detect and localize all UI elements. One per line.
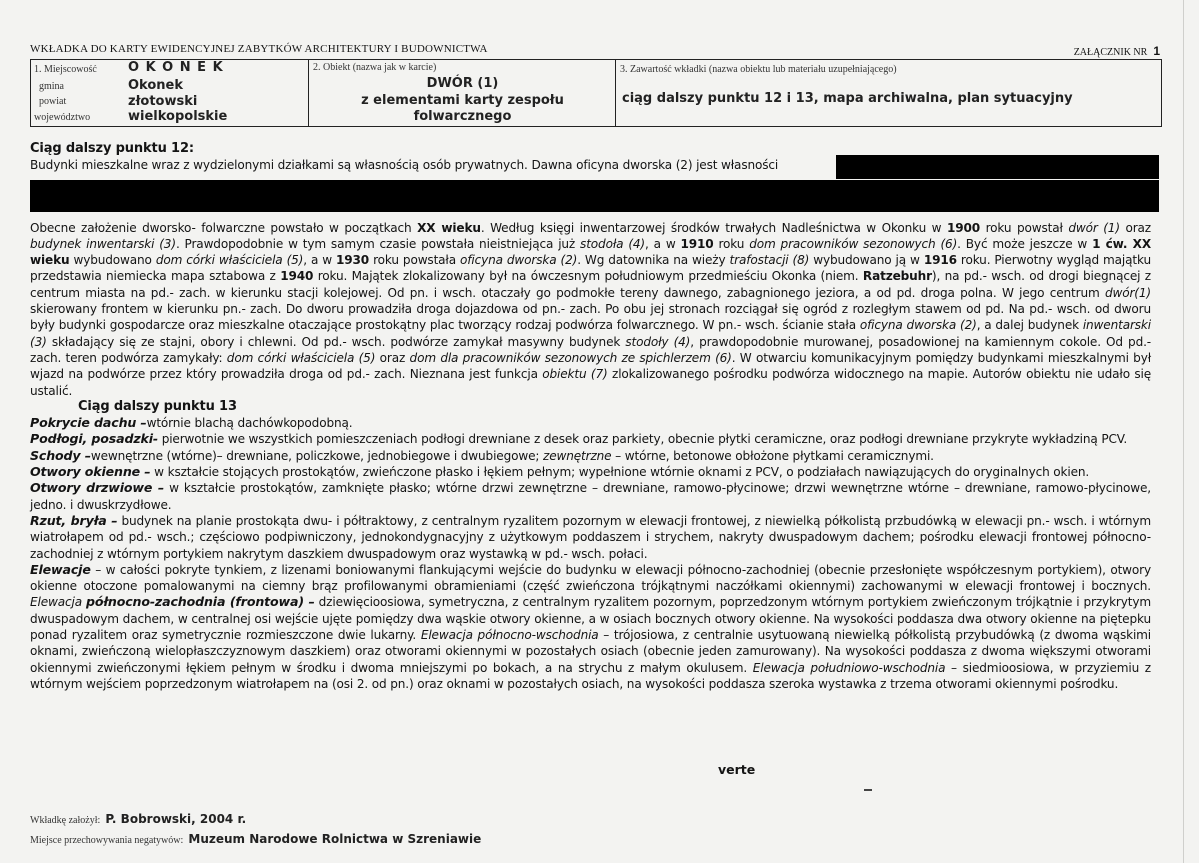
commune-label: gmina — [39, 81, 64, 92]
commune-value: Okonek — [128, 78, 183, 93]
stairs-row: Schody –wewnętrzne (wtórne)– drewniane, policzkowe, jednobiegowe i dwubiegowe; zewnętrzne – wtórne, betonowe obłożone płytkami ceramicznymi. — [30, 447, 934, 463]
object-name-line3: folwarcznego — [413, 109, 512, 124]
voivodeship-label: województwo — [34, 112, 91, 123]
storage-label: Miejsce przechowywania negatywów: — [30, 835, 184, 846]
author-row — [30, 808, 730, 826]
author-value: P. Bobrowski, 2004 r. — [105, 812, 247, 826]
elevations-row: Elewacje – w całości pokryte tynkiem, z lizenami boniowanymi flankującymi wejście do budynku w elewacji północno-zachodniej (obecnie przesłonięte współczesnym portykiem), otwory okienne otoczone pomalowanymi na ciemny brąz profilowanymi obramieniami (część zwieńczona trójkątnymi naczółkami okiennymi) zachowanymi w elewacji frontowej i bocznych. Elewacja północno-zachodnia (frontowa) – dziewięcioosiowa, symetryczna, z centralnym ryzalitem pozornym, poprzedzonym wtórnym portykiem zwieńczonym trójkątnie i przykrytym dwuspadowym dachem, w centralnej osi wejście ujęte pomiędzy dwa wąskie otwory okienne, a w osiach bocznych otwory okienne. Na wysokości poddasza dwa otwory okienne na piętерku ponad ryzalitem oraz symetrycznie rozmieszczone dwie lukarny. Elewacja północno-wschodnia – trójosiowa, z centralnie usytuowaną niewielką półkolistą przybudówką (z dwoma wąskimi oknami, zwieńczoną wielopłaszczyznowym daszkiem) oraz otworami okiennymi w pozostałych osiach (obecnie jeden zamurowany). Na wysokości poddasza z dwoma większymi otworami okiennymi zwieńczonymi łękiem pełnym w środku i dwoma mniejszymi po bokach, a na strychu z małym okulusem. Elewacja południowo-wschodnia – siedmioosiowa, w przyziemiu z wtórnym wejściem poprzedzonym wiatrołapem na (osi 2. od pn.) oraz oknami w pozostałych osiach, na wysokości poddasza szeroka wystawka z trzema otworami okiennymi pośrodku. — [30, 561, 1152, 691]
section12-p1: Budynki mieszkalne wraz z wydzielonymi działkami są własnością osób prywatnych. Dawna oficyna dworska (2) jest własności — [30, 158, 779, 173]
contents-value: ciąg dalszy punktu 12 i 13, mapa archiwalna, plan sytuacyjny — [622, 91, 1073, 106]
annex-label — [1074, 44, 1160, 58]
storage-row — [30, 828, 730, 847]
scan-edge — [1183, 0, 1184, 863]
main-text — [30, 141, 1151, 692]
location-cell — [31, 60, 309, 126]
contents-label: 3. Zawartość wkładki (nazwa obiektu lub materiału uzupełniającego) — [620, 64, 897, 75]
place-value: O K O N E K — [128, 60, 224, 75]
floors-row: Podłogi, posadzki- pierwotnie we wszystkich pomieszczeniach podłogi drewniane z desek oraz parkiety, obecnie płytki ceramiczne, oraz podłogi drewniane przykryte wykładziną PCV. — [30, 431, 1128, 447]
object-name-line2: z elementami karty zespołu — [361, 93, 564, 108]
footer — [30, 808, 730, 847]
storage-value: Muzeum Narodowe Rolnictwa w Szreniawie — [188, 832, 482, 846]
plan-row: Rzut, bryła – budynek na planie prostokąta dwu- i półtraktowy, z centralnym ryzalitem pozornym w elewacji frontowej, z niewielką półkolistą przbudówką w elewacji pn.- wsch. i wtórnym wiatrołapem od pd.- wsch.; częściowo podpiwniczony, jednokondygnacyjny z użytkowym poddaszem i strychem, nakryty dwuspadowym dachem; pośrodku elewacji frontowej północno-zachodniej z wtórnym portykiem nakrytym daszkiem dwuspadowym oraz wystawką w pd.- wsch. połaci. — [30, 512, 1151, 561]
doors-row: Otwory drzwiowe – w kształcie prostokątów, zamknięte płasko; wtórne drzwi zewnętrzne – drewniane, ramowo-płycinowe; drzwi wewnętrzne wtórne – drewniane, ramowo-płycinowe, jedno. i dwuskrzydłowe. — [30, 480, 1151, 512]
windows-row: Otwory okienne – w kształcie stojących prostokątów, zwieńczone płasko i łękiem pełnym; wypełnione wtórnie oknami z PCV, o podziałach nawiązujących do oryginalnych okien. — [30, 464, 1090, 480]
section12-heading: Ciąg dalszy punktu 12: — [30, 141, 194, 156]
voivodeship-value: wielkopolskie — [128, 109, 228, 124]
dash-mark — [864, 789, 872, 791]
county-value: złotowski — [128, 94, 198, 109]
county-label: powiat — [39, 96, 67, 107]
section13-heading: Ciąg dalszy punktu 13 — [78, 398, 237, 414]
roof-row: Pokrycie dachu –wtórnie blachą dachówkopodobną. — [30, 415, 353, 431]
object-cell — [309, 60, 616, 126]
annex-label-text: ZAŁĄCZNIK NR — [1073, 47, 1148, 58]
page-header — [30, 43, 1160, 57]
place-label: 1. Miejscowość — [34, 64, 97, 75]
verte-label: verte — [718, 762, 756, 777]
header-table — [30, 59, 1162, 127]
section12-p2: Obecne założenie dworsko- folwarczne powstało w początkach XX wieku. Według księgi inwentarzowej środków trwałych Nadleśnictwa w Okonku w 1900 roku powstał dwór (1) oraz budynek inwentarski (3). Prawdopodobnie w tym samym czasie powstała nieistniejąca już stodoła (4), a w 1910 roku dom pracowników sezonowych (6). Być może jeszcze w 1 ćw. XX wieku wybudowano dom córki właściciela (5), a w 1930 roku powstała oficyna dworska (2). Wg datownika na wieży trafostacji (8) wybudowano ją w 1916 roku. Pierwotny wygląd majątku przedstawia niemiecka mapa sztabowa z 1940 roku. Majątek zlokalizowany był na ówczesnym południowym przedmieściu Okonka (niem. Ratzebuhr), na pd.- wsch. od drogi biegnącej z centrum miasta na pd.- zach. w kierunku stacji kolejowej. Od pn. i wsch. otaczały go podmokłe tereny dawnego, zabagnionego jeziora, a od pd. droga polna. W jego centrum dwór(1) skierowany frontem w kierunku pn.- zach. Do dworu prowadziła droga dojazdowa od pn.- zach. Po obu jej stronach rozciągał się ogród z rozległym stawem od pd. Na pd.- wsch. od dworu były budynki gospodarcze oraz mieszkalne otaczające prostokątny plac tworzący rodzaj podwórza folwarcznego. W pn.- wsch. ścianie stała oficyna dworska (2), a dalej budynek inwentarski (3) składający się ze stajni, obory i chlewni. Od pd.- wsch. podwórze zamykał masywny budynek stodoły (4), prawdopodobnie murowanej, posadowionej na kamiennym cokole. Od pd.- zach. teren podwórza zamykały: dom córki właściciela (5) oraz dom dla pracowników sezonowych ze spichlerzem (6). W otwarciu komunikacyjnym pomiędzy budynkami mieszkalnymi był wjazd na podwórze przez który prowadziła droga od pd.- zach. Nieznana jest funkcja obiektu (7) zlokalizowanego pośrodku podwórza widocznego na mapie. Autorów obiektu nie udało się ustalić. — [30, 220, 1152, 398]
object-label: 2. Obiekt (nazwa jak w karcie) — [313, 62, 437, 73]
redacted-area — [30, 174, 1151, 220]
object-name-line1: DWÓR (1) — [426, 76, 499, 91]
contents-cell — [616, 60, 1161, 126]
author-label: Wkładkę założył: — [30, 815, 101, 826]
annex-number: 1 — [1153, 44, 1160, 58]
form-title: WKŁADKA DO KARTY EWIDENCYJNEJ ZABYTKÓW ARCHITEKTURY I BUDOWNICTWA — [30, 43, 488, 55]
